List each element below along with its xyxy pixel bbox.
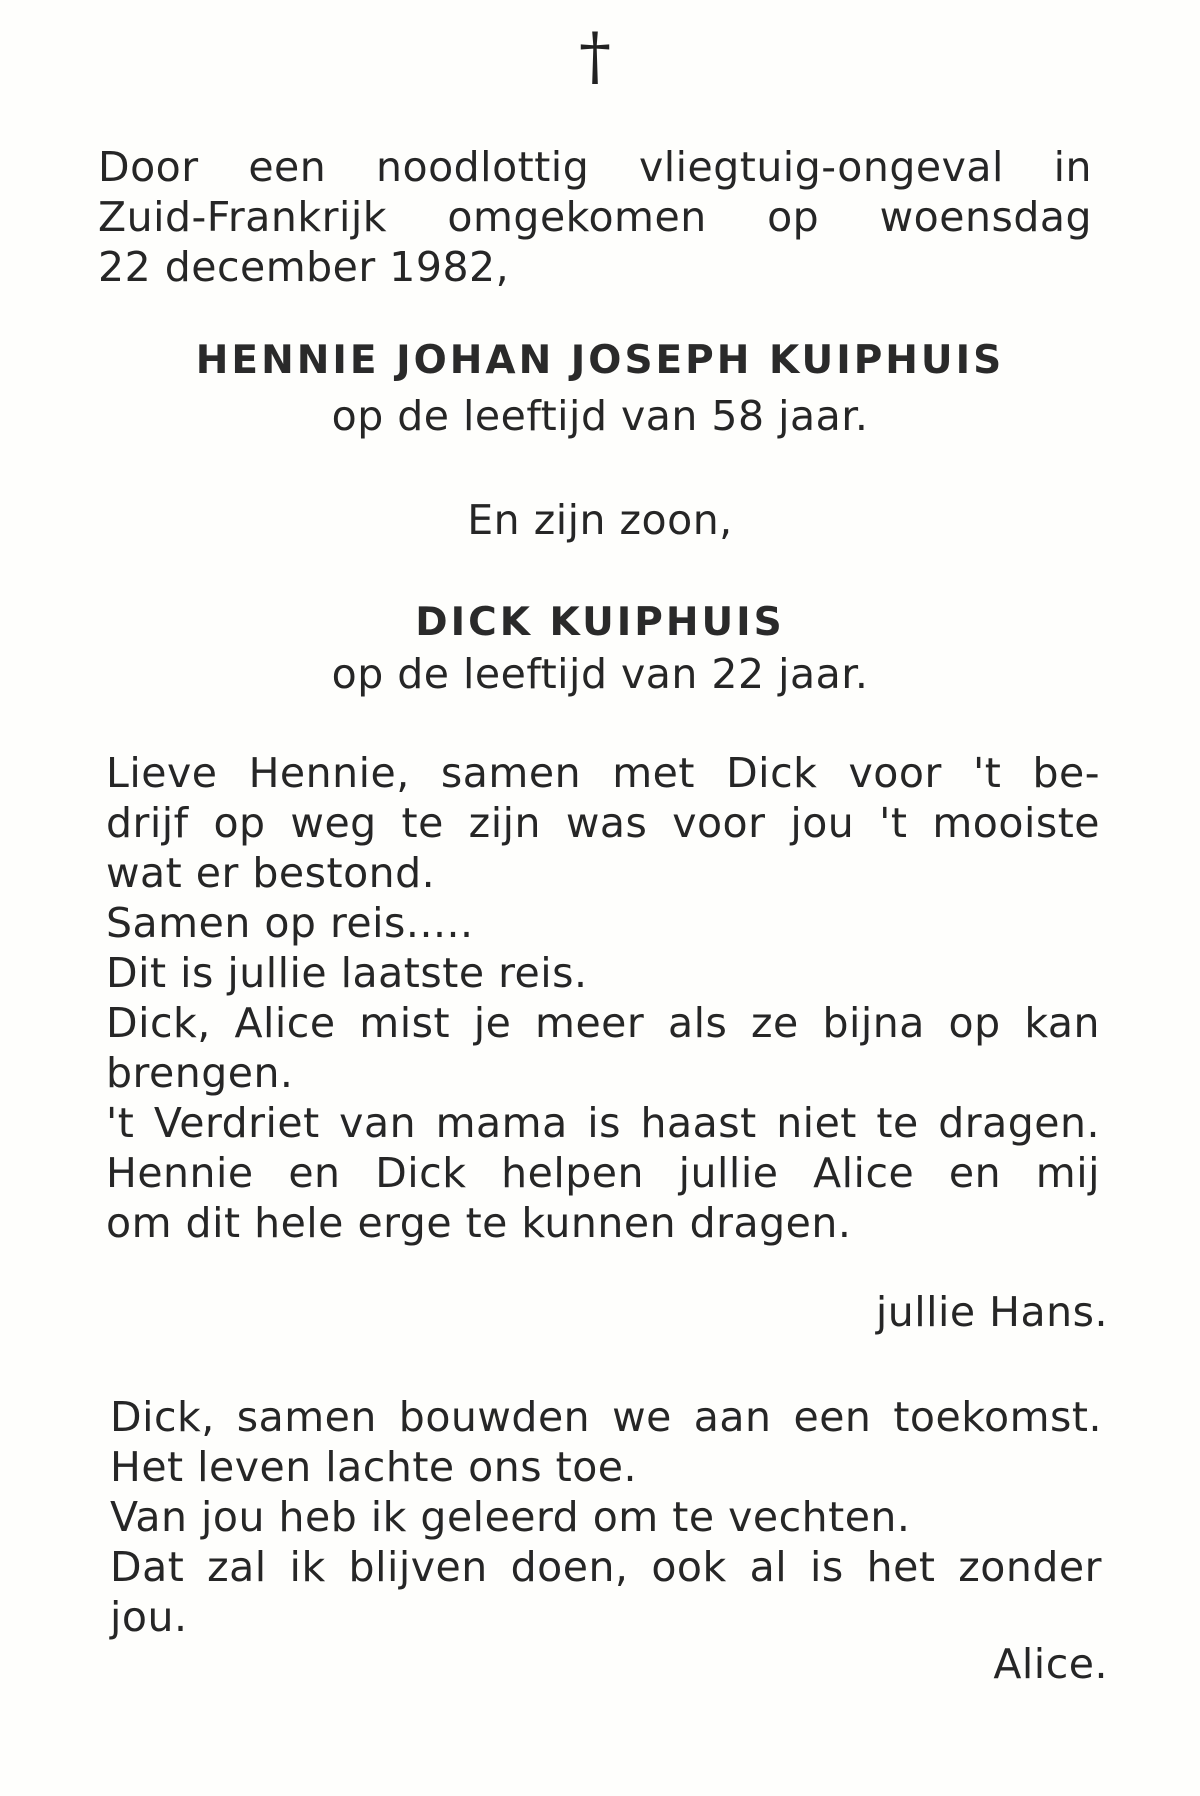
message-line: Het leven lachte ons toe. [110,1443,638,1491]
cross-icon: † [579,20,611,94]
message-line: Dick, Alice mist je meer als ze bijna op kan [106,999,1100,1047]
person1-age: op de leeftijd van 58 jaar. [331,392,869,440]
message-hans [106,748,1100,1248]
message-line: jou. [110,1593,188,1641]
signature-alice: Alice. [993,1640,1108,1688]
message-line: drijf op weg te zijn was voor jou 't mooiste [106,799,1100,847]
message-line: om dit hele erge te kunnen dragen. [106,1199,852,1247]
message-line: Van jou heb ik geleerd om te vechten. [110,1493,911,1541]
intro-line: 22 december 1982, [98,243,510,291]
connector-text: En zijn zoon, [467,496,733,544]
message-line: Samen op reis..... [106,899,474,947]
message-line: brengen. [106,1049,294,1097]
message-line: Dit is jullie laatste reis. [106,949,588,997]
person2-name: DICK KUIPHUIS [415,600,785,645]
message-line: 't Verdriet van mama is haast niet te dragen. [106,1099,1100,1147]
signature-hans: jullie Hans. [875,1288,1108,1336]
intro-line: Zuid-Frankrijk omgekomen op woensdag [98,193,1092,241]
message-line: Dick, samen bouwden we aan een toekomst. [110,1393,1102,1441]
message-line: Dat zal ik blijven doen, ook al is het zonder [110,1543,1102,1591]
message-alice [110,1392,1102,1642]
message-line: Hennie en Dick helpen jullie Alice en mij [106,1149,1100,1197]
intro-line: Door een noodlottig vliegtuig-ongeval in [98,143,1092,191]
intro-paragraph [98,142,1092,292]
person2-age: op de leeftijd van 22 jaar. [331,650,869,698]
person1-name: HENNIE JOHAN JOSEPH KUIPHUIS [195,338,1005,383]
message-line: wat er bestond. [106,849,436,897]
message-line: Lieve Hennie, samen met Dick voor 't be- [106,749,1100,797]
